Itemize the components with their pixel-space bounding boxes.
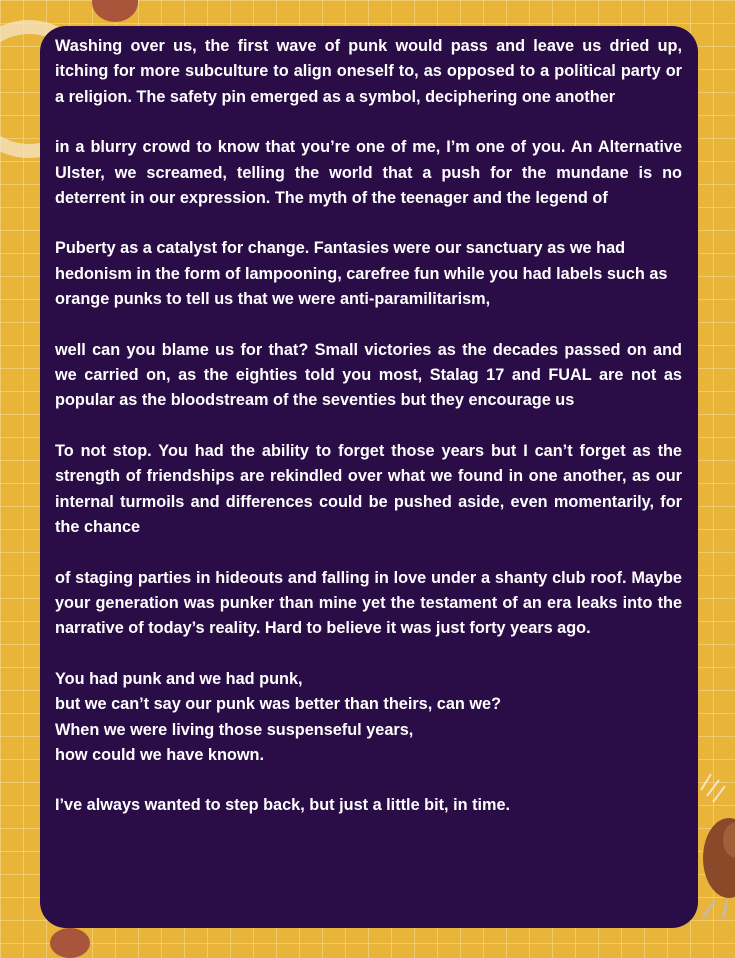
- verse-line: but we can’t say our punk was better than theirs, can we?: [55, 695, 502, 714]
- paragraph: of staging parties in hideouts and falling in love under a shanty club roof. Maybe your generation was punker than mine yet the testament of an era leaks into the narrative of today’s reality. Hard to believe it was just forty years ago.: [55, 568, 682, 638]
- verse: [55, 667, 682, 769]
- paragraph: To not stop. You had the ability to forget those years but I can’t forget as the strength of friendships are rekindled over what we found in one another, as our internal turmoils and differences could be pushed aside, even momentarily, for the chance: [55, 441, 682, 537]
- verse-line: When we were living those suspenseful years,: [55, 720, 414, 739]
- decorative-blob: [92, 0, 138, 22]
- verse-line: You had punk and we had punk,: [55, 669, 303, 688]
- closing-line: I’ve always wanted to step back, but just a little bit, in time.: [55, 796, 511, 815]
- decorative-blob: [50, 928, 90, 958]
- paragraph: in a blurry crowd to know that you’re one of me, I’m one of you. An Alternative Ulster, we screamed, telling the world that a push for the mundane is no deterrent in our expression. The myth of the teenager and the legend of: [55, 138, 682, 208]
- paragraph: well can you blame us for that? Small victories as the decades passed on and we carried on, as the eighties told you most, Stalag 17 and FUAL are not as popular as the bloodstream of the seventies but they encourage us: [55, 340, 682, 410]
- paragraph: Puberty as a catalyst for change. Fantasies were our sanctuary as we had hedonism in the form of lampooning, carefree fun while you had labels such as orange punks to tell us that we were anti-paramilitarism,: [55, 239, 668, 309]
- verse-line: how could we have known.: [55, 745, 264, 764]
- paragraph: Washing over us, the first wave of punk would pass and leave us dried up, itching for more subculture to align oneself to, as opposed to a political party or a religion. The safety pin emerged as a symbol, deciphering one another: [55, 37, 682, 106]
- text-card: [40, 26, 698, 928]
